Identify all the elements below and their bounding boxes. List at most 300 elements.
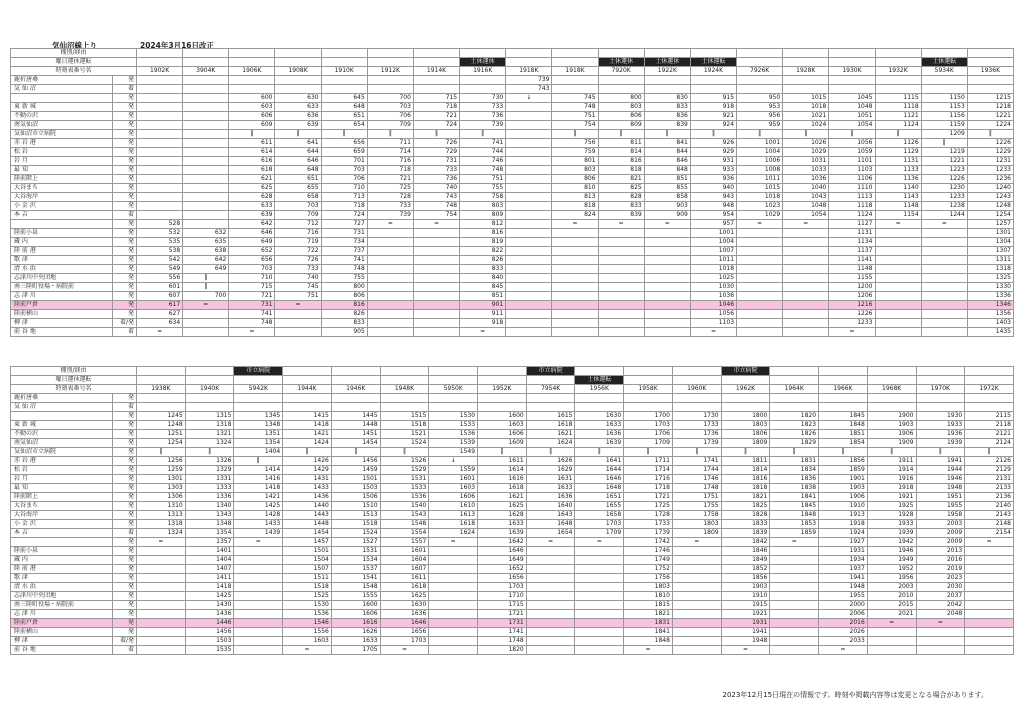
time-cell (770, 619, 819, 628)
header-cell: 1952K (478, 385, 527, 394)
time-cell (429, 556, 478, 565)
time-cell (965, 619, 1014, 628)
time-cell: 1404 (234, 448, 283, 457)
time-cell: 1524 (380, 439, 429, 448)
time-cell: ‖ (875, 130, 921, 139)
time-cell (506, 229, 552, 238)
time-cell: 627 (137, 310, 183, 319)
time-cell: 726 (275, 256, 321, 265)
station-name: 本 吉 (11, 529, 113, 538)
station-name: 陸前横山 (11, 628, 113, 637)
arrival-departure: 着 (113, 211, 137, 220)
time-cell: 1646 (575, 475, 624, 484)
time-cell (575, 610, 624, 619)
time-cell: 731 (321, 229, 367, 238)
time-cell: ‖ (867, 448, 916, 457)
time-cell: 1216 (829, 301, 875, 310)
header-cell: 1958K (624, 385, 673, 394)
time-cell: 1131 (875, 157, 921, 166)
time-cell: 1941 (916, 457, 965, 466)
time-cell: 1346 (967, 301, 1013, 310)
time-cell (875, 310, 921, 319)
arrival-departure: 発 (113, 247, 137, 256)
arrival-departure: 着/発 (113, 637, 137, 646)
time-cell: 840 (460, 274, 506, 283)
time-cell (552, 85, 598, 94)
time-cell: 1526 (380, 457, 429, 466)
time-cell: 1955 (819, 592, 868, 601)
time-cell: 639 (275, 121, 321, 130)
time-cell: 819 (460, 238, 506, 247)
header-cell (413, 49, 459, 58)
header-cell (829, 49, 875, 58)
time-cell: 1826 (770, 430, 819, 439)
time-cell: 1457 (283, 538, 332, 547)
time-cell (690, 76, 736, 85)
time-cell: 1223 (921, 166, 967, 175)
header-cell: 1908K (275, 67, 321, 76)
time-cell: 855 (644, 184, 690, 193)
time-cell (234, 601, 283, 610)
time-cell: 841 (644, 139, 690, 148)
time-cell (770, 637, 819, 646)
time-cell: = (690, 328, 736, 337)
time-cell (965, 601, 1014, 610)
time-cell: 700 (183, 292, 229, 301)
time-cell: 1618 (526, 421, 575, 430)
station-row (11, 76, 1014, 85)
time-cell (552, 265, 598, 274)
time-cell: 621 (229, 175, 275, 184)
time-cell (234, 646, 283, 655)
time-cell (783, 274, 829, 283)
time-cell (183, 202, 229, 211)
time-cell: 1240 (967, 184, 1013, 193)
time-cell: 1921 (867, 493, 916, 502)
time-cell (183, 130, 229, 139)
time-cell: 724 (413, 121, 459, 130)
arrival-departure: 発 (113, 430, 137, 439)
header-cell: 1960K (672, 385, 721, 394)
header-cell: 1928K (783, 67, 829, 76)
time-cell (965, 610, 1014, 619)
time-cell (413, 76, 459, 85)
time-cell: 1311 (967, 256, 1013, 265)
time-cell: 1901 (819, 475, 868, 484)
time-cell: 1059 (829, 148, 875, 157)
time-cell: 729 (413, 148, 459, 157)
time-cell: 1525 (283, 592, 332, 601)
station-name: 陸 前 港 (11, 565, 113, 574)
time-cell: = (137, 538, 186, 547)
time-cell (829, 85, 875, 94)
time-cell (965, 637, 1014, 646)
time-cell: 1641 (575, 457, 624, 466)
header-cell (721, 376, 770, 385)
time-cell: ‖ (380, 448, 429, 457)
service-tag: 土休運休 (644, 58, 690, 67)
time-cell: 748 (552, 103, 598, 112)
station-name: 蔵 内 (11, 238, 113, 247)
time-cell: 641 (275, 139, 321, 148)
time-cell (183, 157, 229, 166)
time-cell: ‖ (916, 448, 965, 457)
header-cell (916, 376, 965, 385)
time-cell: 1356 (967, 310, 1013, 319)
station-row (11, 193, 1014, 202)
time-cell: 1903 (721, 583, 770, 592)
time-cell (183, 193, 229, 202)
time-cell: 2037 (916, 592, 965, 601)
time-cell: 656 (321, 139, 367, 148)
station-row (11, 439, 1014, 448)
time-cell: 1716 (624, 475, 673, 484)
header-row (11, 58, 1014, 67)
time-cell (552, 238, 598, 247)
time-cell: 1741 (478, 628, 527, 637)
time-cell: 1903 (819, 484, 868, 493)
time-cell: 1448 (283, 520, 332, 529)
time-cell (644, 274, 690, 283)
time-cell: 851 (644, 175, 690, 184)
time-cell: 1018 (690, 265, 736, 274)
time-cell: 659 (321, 148, 367, 157)
time-cell: 836 (644, 112, 690, 121)
time-cell: 1839 (721, 529, 770, 538)
time-cell: 1048 (829, 103, 875, 112)
time-cell: = (721, 646, 770, 655)
time-cell: 1930 (916, 412, 965, 421)
time-cell: 1909 (867, 439, 916, 448)
time-cell: 1143 (875, 193, 921, 202)
time-cell: 1436 (283, 493, 332, 502)
header-cell (367, 58, 413, 67)
header-cell (321, 49, 367, 58)
time-cell (506, 121, 552, 130)
time-cell: 1015 (737, 184, 783, 193)
header-cell (331, 376, 380, 385)
time-cell: = (229, 328, 275, 337)
header-cell: 1922K (644, 67, 690, 76)
time-cell (875, 256, 921, 265)
time-cell: 1451 (331, 430, 380, 439)
time-cell: 733 (460, 103, 506, 112)
time-cell (429, 565, 478, 574)
time-cell: 1956 (867, 574, 916, 583)
station-row (11, 328, 1014, 337)
time-cell: 1533 (429, 421, 478, 430)
time-cell: 1518 (283, 583, 332, 592)
time-cell (506, 157, 552, 166)
time-cell: 1728 (624, 511, 673, 520)
time-cell (183, 148, 229, 157)
arrival-departure: 発 (113, 193, 137, 202)
header-cell: 1932K (875, 67, 921, 76)
time-cell: 2009 (916, 529, 965, 538)
time-cell: 2030 (916, 583, 965, 592)
time-cell: 1321 (185, 430, 234, 439)
header-cell (275, 58, 321, 67)
time-cell: 1421 (283, 430, 332, 439)
time-cell: 1910 (819, 502, 868, 511)
time-cell: 748 (321, 265, 367, 274)
time-cell: 1803 (721, 421, 770, 430)
header-cell (967, 58, 1013, 67)
time-cell: 1418 (234, 484, 283, 493)
time-cell (137, 184, 183, 193)
time-cell: = (598, 220, 644, 229)
station-row (11, 448, 1014, 457)
time-cell: 549 (137, 265, 183, 274)
station-name: 陸前階上 (11, 175, 113, 184)
time-cell (429, 574, 478, 583)
header-cell: 1972K (965, 385, 1014, 394)
time-cell: 1048 (783, 202, 829, 211)
time-cell: 1051 (829, 112, 875, 121)
time-cell (575, 646, 624, 655)
time-cell (737, 319, 783, 328)
time-cell (644, 301, 690, 310)
time-cell (575, 601, 624, 610)
time-cell: 740 (413, 184, 459, 193)
time-cell (234, 547, 283, 556)
time-cell (275, 310, 321, 319)
time-cell: 1421 (234, 493, 283, 502)
time-cell: 2042 (916, 601, 965, 610)
time-cell: = (672, 538, 721, 547)
time-cell (965, 547, 1014, 556)
time-cell: 701 (321, 157, 367, 166)
time-cell: = (737, 220, 783, 229)
time-cell (575, 394, 624, 403)
time-cell: 703 (367, 103, 413, 112)
time-cell (137, 103, 183, 112)
station-name: 陸前小泉 (11, 547, 113, 556)
time-cell (234, 556, 283, 565)
time-cell: 1918 (867, 484, 916, 493)
time-cell (478, 403, 527, 412)
station-row (11, 502, 1014, 511)
arrival-departure: 発 (113, 448, 137, 457)
header-cell: 5942K (234, 385, 283, 394)
time-cell (575, 592, 624, 601)
time-cell: 1721 (478, 610, 527, 619)
time-cell: 1504 (283, 556, 332, 565)
header-cell (506, 49, 552, 58)
time-cell (506, 283, 552, 292)
time-cell: 1226 (829, 310, 875, 319)
header-cell (737, 49, 783, 58)
time-cell: 1106 (829, 175, 875, 184)
time-cell: 1636 (380, 610, 429, 619)
time-cell: 1539 (429, 439, 478, 448)
time-cell (875, 238, 921, 247)
time-cell: 1018 (783, 103, 829, 112)
time-cell (506, 202, 552, 211)
time-cell: 1021 (783, 112, 829, 121)
time-cell: 1141 (829, 256, 875, 265)
time-cell: 1742 (624, 538, 673, 547)
station-name: 大谷海岸 (11, 511, 113, 520)
time-cell (234, 394, 283, 403)
time-cell: 1445 (331, 412, 380, 421)
station-name: 歌 津 (11, 256, 113, 265)
time-cell (413, 292, 459, 301)
time-cell (429, 547, 478, 556)
time-cell: 1601 (380, 547, 429, 556)
time-cell: 1354 (185, 529, 234, 538)
time-cell: ‖ (185, 448, 234, 457)
time-cell: 1136 (875, 175, 921, 184)
time-cell (672, 619, 721, 628)
time-cell: 1033 (783, 166, 829, 175)
time-cell (183, 319, 229, 328)
time-cell (598, 319, 644, 328)
time-cell (137, 94, 183, 103)
time-cell: 1625 (380, 592, 429, 601)
time-cell: 642 (229, 220, 275, 229)
time-cell: 1746 (624, 547, 673, 556)
time-cell: ‖ (331, 448, 380, 457)
time-cell: = (283, 646, 332, 655)
time-cell: 1633 (478, 520, 527, 529)
station-name: 南三陸町役場・病院前 (11, 601, 113, 610)
time-cell: 806 (598, 112, 644, 121)
time-cell: 1952 (867, 565, 916, 574)
time-cell: 1821 (624, 610, 673, 619)
time-cell: 929 (690, 148, 736, 157)
time-cell: 1751 (672, 493, 721, 502)
time-cell: 2019 (916, 565, 965, 574)
time-cell (526, 556, 575, 565)
station-row (11, 229, 1014, 238)
time-cell: 1137 (829, 247, 875, 256)
time-cell: 1026 (783, 139, 829, 148)
time-cell: 1705 (331, 646, 380, 655)
time-cell: 1749 (624, 556, 673, 565)
time-cell (875, 274, 921, 283)
station-name: 最 知 (11, 166, 113, 175)
time-cell: = (575, 538, 624, 547)
time-cell (506, 292, 552, 301)
header-cell (783, 49, 829, 58)
time-cell: 656 (229, 256, 275, 265)
time-cell: 1948 (916, 484, 965, 493)
station-name: 志 津 川 (11, 292, 113, 301)
time-cell: 649 (229, 238, 275, 247)
time-cell: 1206 (829, 292, 875, 301)
station-name: 陸前戸倉 (11, 301, 113, 310)
time-cell: 1054 (783, 211, 829, 220)
time-cell: 1428 (234, 511, 283, 520)
station-name: 陸前横山 (11, 310, 113, 319)
time-cell: 1411 (185, 574, 234, 583)
time-cell (829, 76, 875, 85)
time-cell: 751 (460, 175, 506, 184)
time-cell (921, 247, 967, 256)
time-cell: 1931 (721, 619, 770, 628)
time-cell: 1030 (690, 283, 736, 292)
time-cell: 755 (460, 184, 506, 193)
time-cell: 1656 (380, 628, 429, 637)
header-cell: 7920K (598, 67, 644, 76)
time-cell (526, 592, 575, 601)
time-cell: 1607 (380, 565, 429, 574)
time-cell: 1546 (283, 619, 332, 628)
time-cell (575, 547, 624, 556)
time-cell: ‖ (737, 130, 783, 139)
time-cell: = (552, 220, 598, 229)
time-cell: ‖ (721, 448, 770, 457)
time-cell (429, 403, 478, 412)
time-cell: 601 (137, 283, 183, 292)
arrival-departure: 着 (113, 403, 137, 412)
time-cell: 1937 (819, 565, 868, 574)
time-cell: ‖ (690, 130, 736, 139)
time-cell: 918 (460, 319, 506, 328)
time-cell: 1741 (672, 457, 721, 466)
time-cell: 1941 (819, 574, 868, 583)
time-cell: 1340 (185, 502, 234, 511)
time-cell: 1103 (690, 319, 736, 328)
header-cell (429, 367, 478, 376)
time-cell: = (380, 646, 429, 655)
time-cell (137, 166, 183, 175)
header-cell: 1962K (721, 385, 770, 394)
header-cell (965, 376, 1014, 385)
time-cell: 718 (413, 103, 459, 112)
time-cell: 1535 (185, 646, 234, 655)
time-cell (770, 583, 819, 592)
header-cell (185, 367, 234, 376)
time-cell: 1348 (185, 520, 234, 529)
time-cell: 1821 (721, 493, 770, 502)
time-cell: 1621 (478, 493, 527, 502)
station-row (11, 220, 1014, 229)
time-cell: = (183, 301, 229, 310)
header-row (11, 376, 1014, 385)
time-cell (770, 403, 819, 412)
time-cell: 1706 (624, 430, 673, 439)
time-cell: 901 (460, 301, 506, 310)
time-cell: 1610 (429, 502, 478, 511)
time-cell: 1841 (770, 493, 819, 502)
time-cell (598, 229, 644, 238)
time-cell: 1646 (380, 619, 429, 628)
time-cell: = (644, 220, 690, 229)
time-cell: 1404 (185, 556, 234, 565)
time-cell (380, 394, 429, 403)
time-cell (875, 229, 921, 238)
time-cell: 1221 (921, 157, 967, 166)
time-cell (672, 646, 721, 655)
time-cell: 1530 (429, 412, 478, 421)
header-cell: 1914K (413, 67, 459, 76)
time-cell (672, 610, 721, 619)
header-cell (283, 367, 332, 376)
time-cell: ‖ (526, 448, 575, 457)
time-cell: 1543 (380, 511, 429, 520)
header-label: 曜日運休運転 (11, 376, 137, 385)
header-cell (234, 376, 283, 385)
arrival-departure: 発 (113, 583, 137, 592)
header-cell (460, 49, 506, 58)
time-cell: = (429, 538, 478, 547)
time-cell (234, 637, 283, 646)
time-cell: 948 (690, 202, 736, 211)
time-cell: 1639 (575, 439, 624, 448)
time-cell (737, 85, 783, 94)
